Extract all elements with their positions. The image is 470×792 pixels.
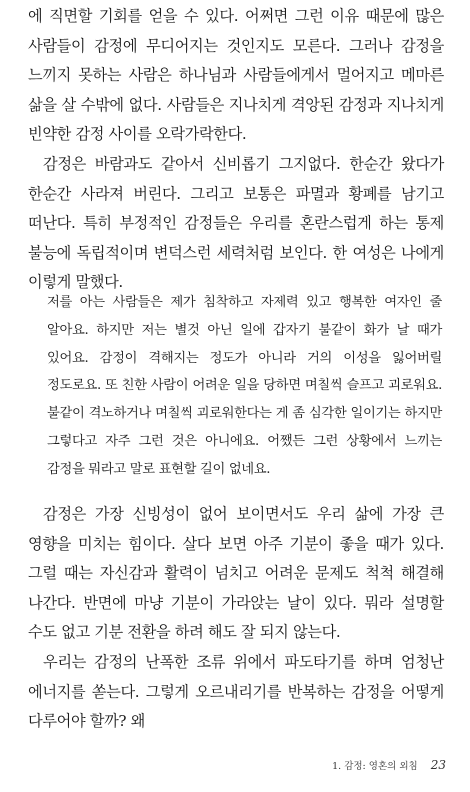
- page-number: 23: [430, 758, 446, 772]
- quote-block: [0, 289, 470, 484]
- body-paragraph-1: 에 직면할 기회를 얻을 수 있다. 어쩌면 그런 이유 때문에 많은 사람들이 감정에 무디어지는 것인지도 모른다. 그러나 감정을 느끼지 못하는 사람은 하나님과 사람들에게서 멀어지고 메마른 삶을 살 수밖에 없다. 사람들은 지나치게 격앙된 감정과 지나치게 빈약한 감정 사이를 오락가락한다.: [28, 7, 444, 144]
- body-paragraph-4: 우리는 감정의 난폭한 조류 위에서 파도타기를 하며 엄청난 에너지를 쏟는다. 그렇게 오르내리기를 반복하는 감정을 어떻게 다루어야 할까? 왜: [28, 653, 444, 731]
- paragraph-block-1: [0, 2, 470, 150]
- running-chapter-title: 1. 감정: 영혼의 외침: [332, 761, 418, 772]
- page-footer: [332, 758, 446, 774]
- body-paragraph-3: 감정은 가장 신빙성이 없어 보이면서도 우리 삶에 가장 큰 영향을 미치는 힘이다. 살다 보면 아주 기분이 좋을 때가 있다. 그럴 때는 자신감과 활력이 넘치고 어려운 문제도 척척 해결해 나간다. 반면에 마냥 기분이 가라앉는 날이 있다. 뭐라 설명할 수도 없고 기분 전환을 하려 해도 잘 되지 않는다.: [28, 505, 444, 642]
- paragraph-block-3: [0, 500, 470, 648]
- paragraph-block-4: [0, 648, 470, 737]
- paragraph-block-2: [0, 150, 470, 298]
- body-paragraph-2: 감정은 바람과도 같아서 신비롭기 그지없다. 한순간 왔다가 한순간 사라져 버린다. 그리고 보통은 파멸과 황폐를 남기고 떠난다. 특히 부정적인 감정들은 우리를 혼란스럽게 하는 통제 불능에 독립적이며 변덕스런 세력처럼 보인다. 한 여성은 나에게 이렇게 말했다.: [28, 155, 444, 292]
- quoted-passage: 저를 아는 사람들은 제가 침착하고 자제력 있고 행복한 여자인 줄 알아요. 하지만 저는 별것 아닌 일에 갑자기 불같이 화가 날 때가 있어요. 감정이 격해지는 정도가 아니라 거의 이성을 잃어버릴 정도로요. 또 친한 사람이 어려운 일을 당하면 며칠씩 슬프고 괴로워요. 불같이 격노하거나 며칠씩 괴로워한다는 게 좀 심각한 일이기는 하지만 그렇다고 자주 그런 것은 아니에요. 어쨌든 그런 상황에서 느끼는 감정을 뭐라고 말로 표현할 길이 없네요.: [47, 295, 442, 477]
